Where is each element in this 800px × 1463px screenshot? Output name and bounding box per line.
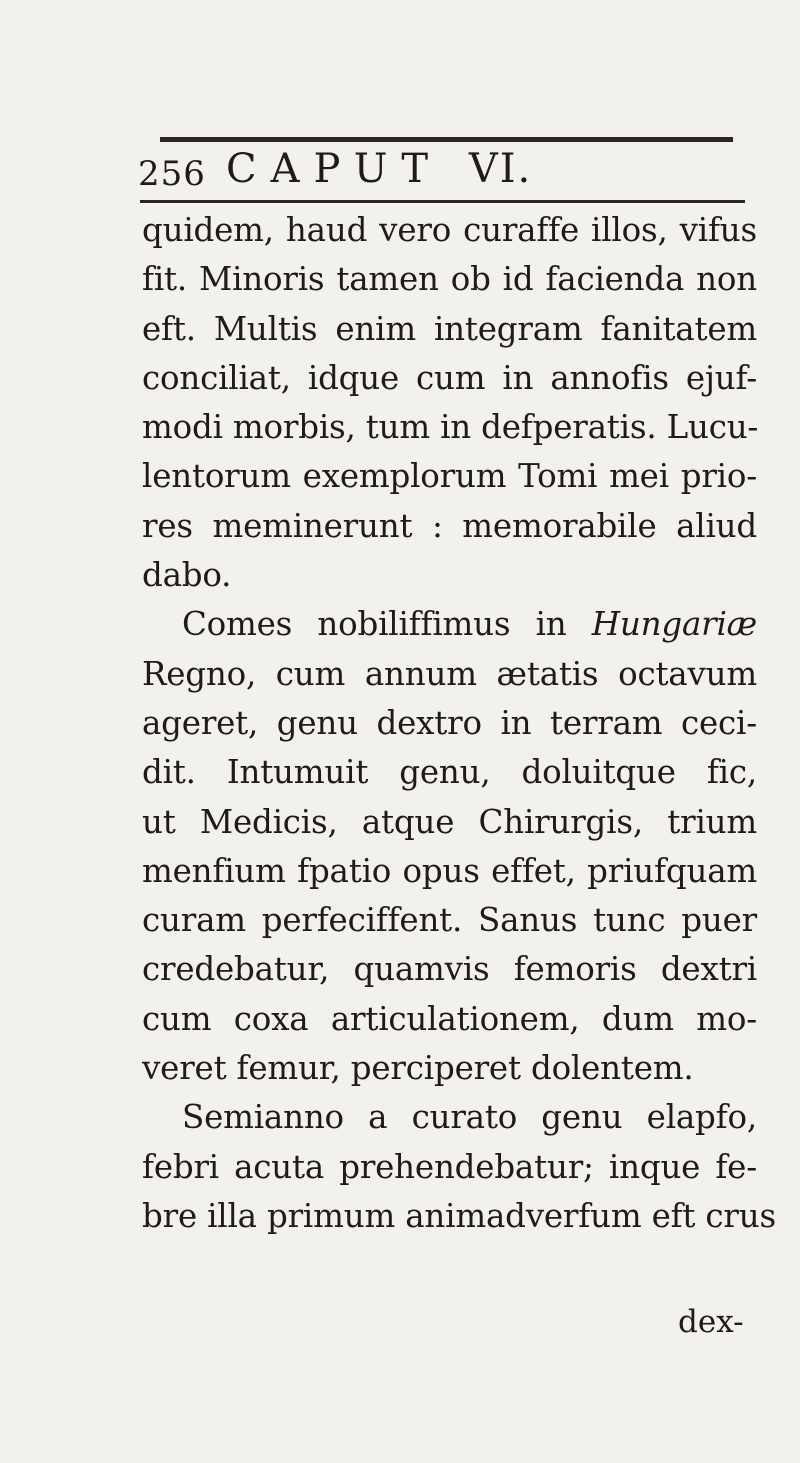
text-line-21: bre illa primum animadverfum eft crus [142,1196,776,1235]
text-line-17: cum coxa articulationem, dum mo- [142,999,757,1038]
text-line-7: res meminerunt : memorabile aliud [142,506,757,545]
text-line-4: conciliat, idque cum in annofis ejuf- [142,358,757,397]
text-line-12: dit. Intumuit genu, doluitque fic, [142,753,757,792]
text-line-15: curam perfeciffent. Sanus tunc puer [142,901,757,940]
catchword: dex- [678,1304,744,1340]
italic-place-name: Hungariæ [591,605,757,644]
text-line-5: modi morbis, tum in defperatis. Lucu- [142,408,759,447]
text-line-10: Regno, cum annum ætatis octavum [142,654,757,693]
text-line-13: ut Medicis, atque Chirurgis, trium [142,802,757,841]
running-head-word: CAPUT [226,146,443,192]
text-line-3: eft. Multis enim integram fanitatem [142,309,757,348]
text-line-2: fit. Minoris tamen ob id facienda non [142,260,757,299]
text-line-6: lentorum exemplorum Tomi mei prio- [142,457,757,496]
text-line-1: quidem, haud vero curaffe illos, vifus [142,211,757,249]
text-line-20: febri acuta prehendebatur; inque fe- [142,1147,757,1186]
text-line-16: credebatur, quamvis femoris dextri [142,950,757,989]
running-head-chapter-number: VI. [468,146,533,192]
text-line-19: Semianno a curato genu elapfo, [182,1098,757,1137]
text-line-8: dabo. [142,556,232,595]
body-text [142,206,776,1241]
text-line-11: ageret, genu dextro in terram ceci- [142,703,757,742]
text-line-9-roman: Comes nobiliffimus in [182,605,567,644]
text-line-9 [142,600,757,649]
page-header [138,140,738,200]
text-line-18: veret femur, perciperet dolentem. [142,1049,694,1088]
header-bottom-rule [140,200,745,203]
running-head [226,146,532,192]
page-number: 256 [138,154,206,194]
text-line-14: menfium fpatio opus effet, priufquam [142,851,757,890]
